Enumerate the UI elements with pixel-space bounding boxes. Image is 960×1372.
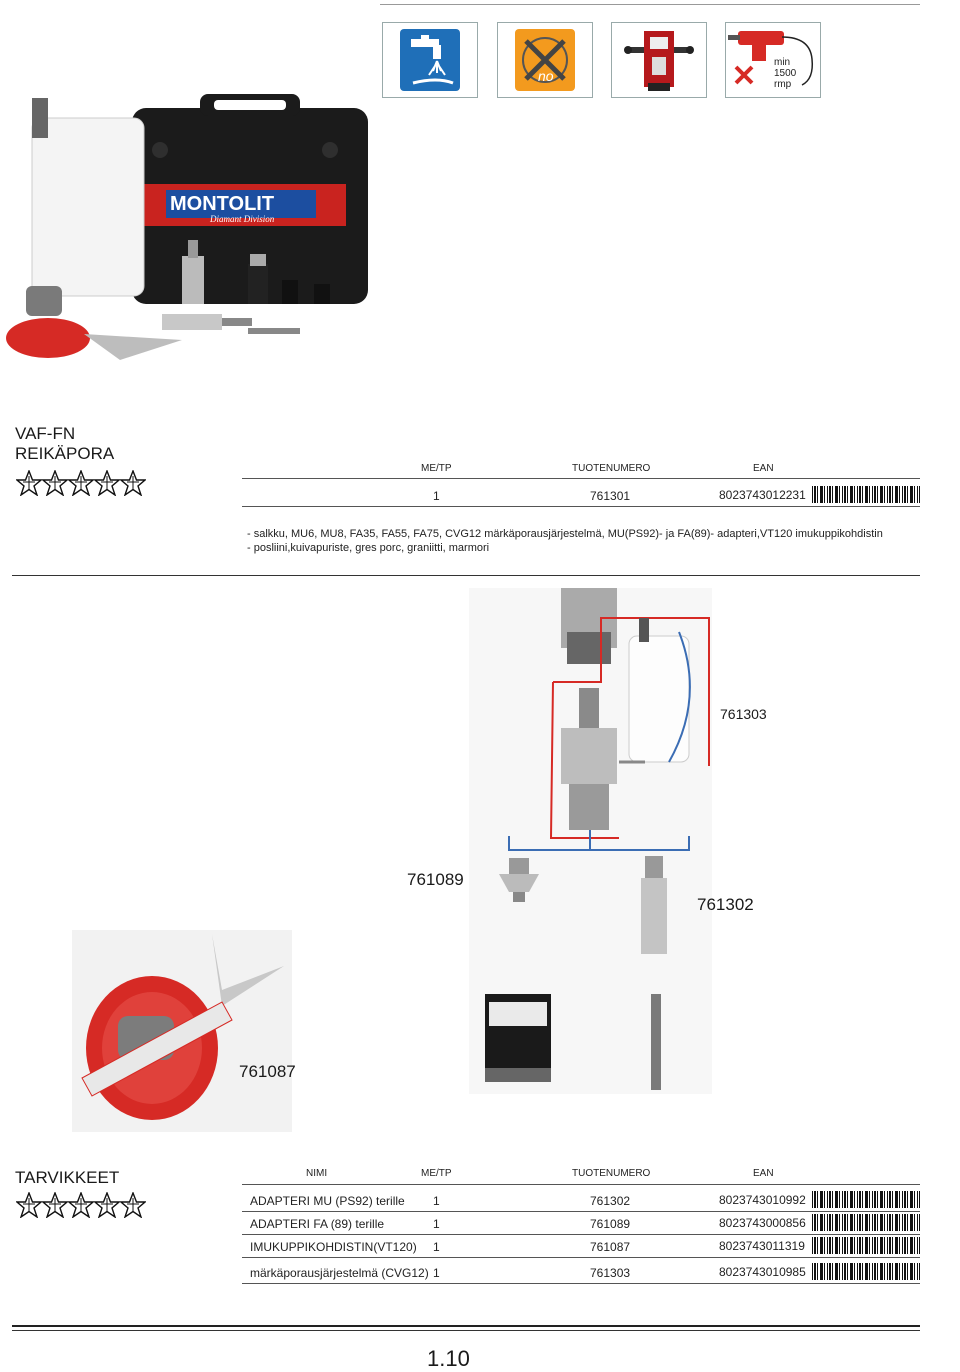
- acc-row-tuotenumero: 761302: [590, 1194, 631, 1208]
- barcode-icon: [812, 1263, 920, 1280]
- header-rule: [242, 478, 920, 479]
- acc-row-nimi: IMUKUPPIKOHDISTIN(VT120): [250, 1240, 417, 1254]
- acc-row-tuotenumero: 761089: [590, 1217, 631, 1231]
- product-tuotenumero: 761301: [590, 489, 631, 503]
- case-brand-sub: Diamant Division: [210, 214, 275, 224]
- product-ean: 8023743012231: [719, 488, 806, 502]
- product-desc-line2: - posliini,kuivapuriste, gres porc, graniitti, marmori: [247, 542, 490, 554]
- star-icon: [68, 1192, 94, 1218]
- barcode-icon: [812, 1237, 920, 1254]
- header-ean: EAN: [753, 463, 774, 474]
- star-icon: [16, 470, 42, 496]
- star-icon: [16, 1192, 42, 1218]
- label-761303: 761303: [720, 706, 767, 722]
- speed-min: min: [774, 57, 791, 68]
- section-rule: [12, 575, 920, 576]
- product-title-line1: VAF-FN: [15, 424, 76, 443]
- row-rule: [242, 506, 920, 507]
- acc-row-ean: 8023743010992: [719, 1193, 806, 1207]
- no-label: no: [538, 68, 554, 84]
- water-tap-icon-box: [382, 22, 478, 98]
- speed-unit: rmp: [774, 79, 792, 90]
- rating-stars-product: [16, 470, 146, 496]
- footer-rule-thin: [12, 1330, 920, 1331]
- acc-header-metp: ME/TP: [421, 1168, 452, 1179]
- acc-row-metp: 1: [433, 1217, 440, 1231]
- star-icon: [94, 1192, 120, 1218]
- assembly-diagram: [469, 588, 712, 1094]
- kit-case-photo: [0, 78, 380, 384]
- top-rule: [380, 4, 920, 5]
- acc-row-rule: [242, 1283, 920, 1284]
- star-icon: [68, 470, 94, 496]
- drill-stand-icon-box: [611, 22, 707, 98]
- acc-row-ean: 8023743011319: [719, 1239, 805, 1253]
- star-icon: [120, 1192, 146, 1218]
- star-icon: [120, 470, 146, 496]
- star-icon: [42, 1192, 68, 1218]
- case-brand-text: MONTOLIT: [170, 193, 275, 215]
- acc-header-nimi: NIMI: [306, 1168, 328, 1179]
- acc-row-nimi: märkäporausjärjestelmä (CVG12): [250, 1266, 429, 1280]
- acc-row-ean: 8023743010985: [719, 1265, 806, 1279]
- acc-row-rule: [242, 1234, 920, 1235]
- acc-header-tuotenumero: TUOTENUMERO: [572, 1168, 651, 1179]
- acc-row-tuotenumero: 761303: [590, 1266, 631, 1280]
- barcode-icon: [812, 486, 920, 503]
- acc-row-tuotenumero: 761087: [590, 1240, 631, 1254]
- label-761089: 761089: [407, 870, 464, 889]
- acc-row-metp: 1: [433, 1240, 440, 1254]
- water-tap-icon: [383, 23, 477, 97]
- product-desc-line1: - salkku, MU6, MU8, FA35, FA55, FA75, CVG12 märkäporausjärjestelmä, MU(PS92)- ja FA(89)- adapteri,VT120 imukuppikohdistin: [247, 528, 883, 540]
- drill-stand-icon: [612, 23, 706, 97]
- rating-stars-accessories: [16, 1192, 146, 1218]
- acc-row-ean: 8023743000856: [719, 1216, 806, 1230]
- label-761087: 761087: [239, 1062, 296, 1081]
- acc-row-metp: 1: [433, 1266, 440, 1280]
- speed-value: 1500: [774, 68, 797, 79]
- product-metp: 1: [433, 489, 440, 503]
- drill-speed-icon-box: [725, 22, 821, 98]
- no-hammer-icon-box: [497, 22, 593, 98]
- acc-row-nimi: ADAPTERI FA (89) terille: [250, 1217, 385, 1231]
- acc-row-metp: 1: [433, 1194, 440, 1208]
- star-icon: [94, 470, 120, 496]
- barcode-icon: [812, 1191, 920, 1208]
- acc-row-rule: [242, 1257, 920, 1258]
- page-number: 1.10: [427, 1346, 470, 1371]
- acc-header-ean: EAN: [753, 1168, 774, 1179]
- acc-header-rule: [242, 1184, 920, 1185]
- no-hammer-icon: [498, 23, 592, 97]
- header-tuotenumero: TUOTENUMERO: [572, 463, 651, 474]
- accessories-title: TARVIKKEET: [15, 1168, 120, 1187]
- product-title-line2: REIKÄPORA: [15, 444, 115, 463]
- drill-speed-icon: [726, 23, 820, 97]
- barcode-icon: [812, 1214, 920, 1231]
- acc-row-nimi: ADAPTERI MU (PS92) terille: [250, 1194, 405, 1208]
- suction-cup-photo: [72, 930, 292, 1132]
- footer-rule: [12, 1325, 920, 1327]
- header-metp: ME/TP: [421, 463, 452, 474]
- star-icon: [42, 470, 68, 496]
- acc-row-rule: [242, 1211, 920, 1212]
- label-761302: 761302: [697, 895, 754, 914]
